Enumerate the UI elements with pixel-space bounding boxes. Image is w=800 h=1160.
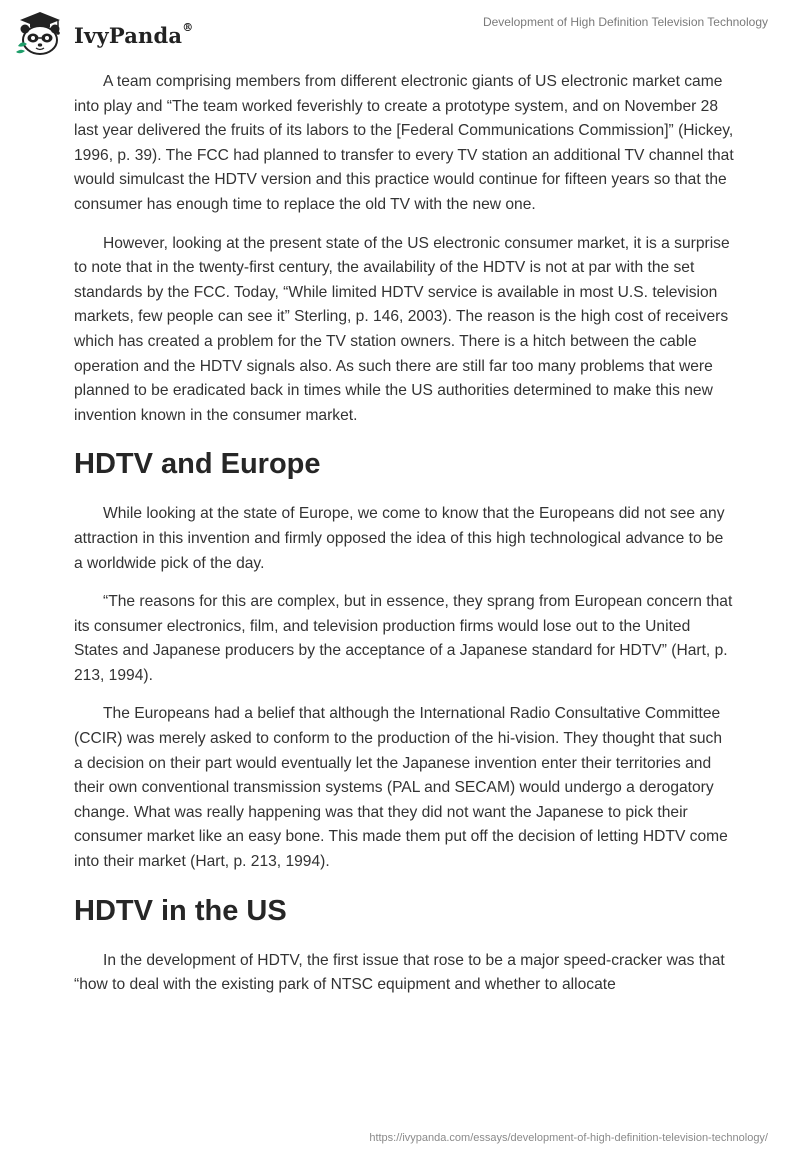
section-heading: HDTV in the US [74,894,287,927]
paragraph: While looking at the state of Europe, we come to know that the Europeans did not see any attraction in this invention and firmly opposed the idea of this high technological advance to be a worldwide pick of the day. [74,505,725,572]
section-heading: HDTV and Europe [74,448,321,481]
paragraph: The Europeans had a belief that although the International Radio Consultative Committee (CCIR) was merely asked to conform to the production of the hi-vision. They thought that such a decision on their part would eventually let the Japanese invention enter their territories and their own conventional transmission systems (PAL and SECAM) would undergo a derogatory change. What was really happening was that they did not want the Japanese to pick their consumer market like an easy bone. This made them put off the decision of letting HDTV come into their market (Hart, p. 213, 1994). [74,705,728,871]
brand-name: IvyPanda® [74,20,194,48]
essay-content [74,70,734,1012]
ivypanda-logo[interactable] [14,8,193,58]
page-header [0,0,800,70]
paragraph: In the development of HDTV, the first issue that rose to be a major speed-cracker was that “how to deal with the existing park of NTSC equipment and whether to allocate [74,951,725,994]
paragraph: “The reasons for this are complex, but in essence, they sprang from European concern that its consumer electronics, film, and television production firms would lose out to the United States and Japanese producers by the acceptance of a Japanese standard for HDTV” (Hart, p. 213, 1994). [74,593,733,684]
paragraph: However, looking at the present state of the US electronic consumer market, it is a surprise to note that in the twenty-first century, the availability of the HDTV is not at par with the set standards by the FCC. Today, “While limited HDTV service is available in most U.S. television markets, few people can see it” Sterling, p. 146, 2003). The reason is the high cost of receivers which has created a problem for the TV station owners. There is a hitch between the cable operation and the HDTV signals also. As such there are still far too many problems that were planned to be eradicated back in times while the US authorities determined to make this new invention known in the consumer market. [74,234,730,424]
source-url[interactable]: https://ivypanda.com/essays/development-of-high-definition-television-technology/ [369,1132,768,1144]
panda-graduation-cap-icon [14,8,70,58]
paragraph: A team comprising members from different electronic giants of US electronic market came into play and “The team worked feverishly to create a prototype system, and on November 28 last year delivered the fruits of its labors to the [Federal Communications Commission]” (Hickey, 1996, p. 39). The FCC had planned to transfer to every TV station an additional TV channel that would simulcast the HDTV version and this practice would continue for fifteen years so that the consumer has enough time to replace the old TV with the new one. [74,73,734,213]
document-title: Development of High Definition Television Technology [482,15,768,29]
